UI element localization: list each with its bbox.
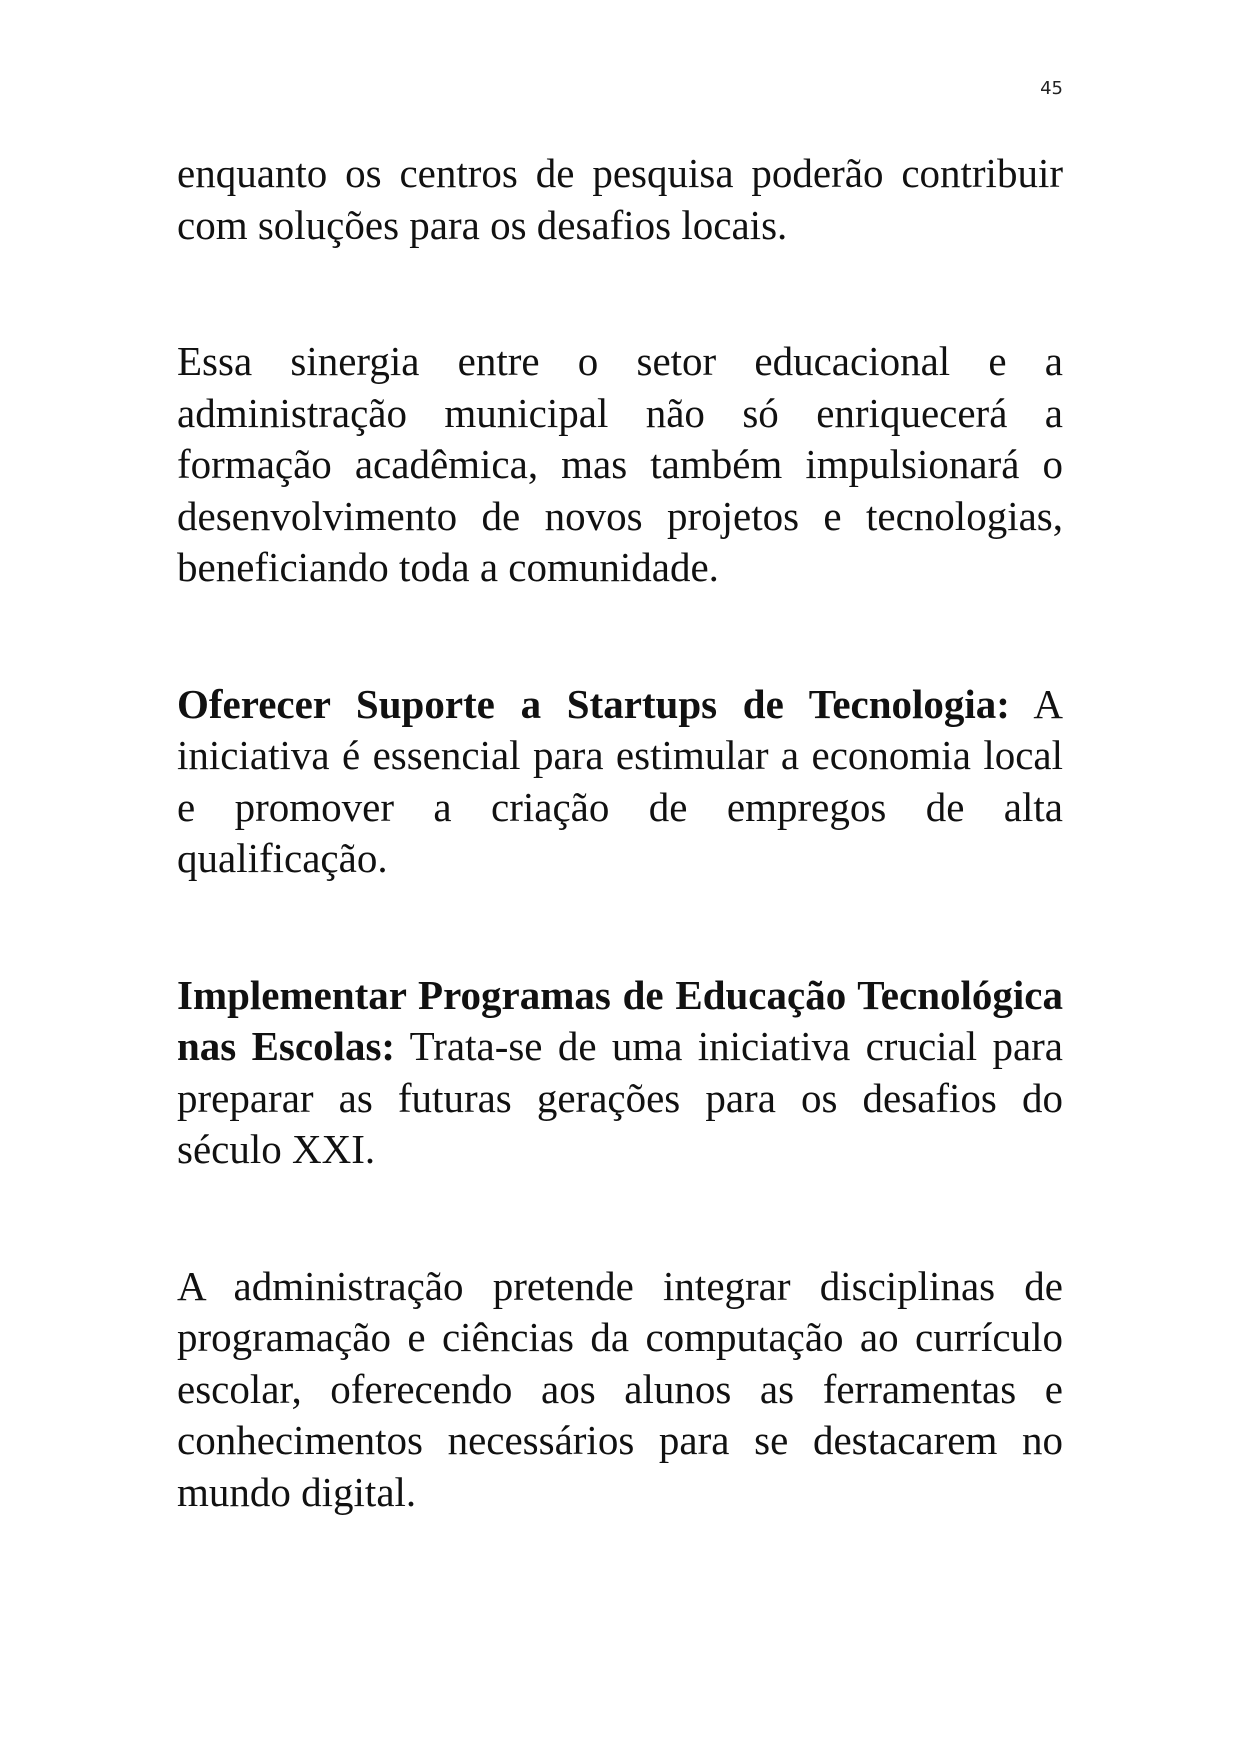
- page-body: [177, 148, 1063, 1518]
- paragraph-curriculum: [177, 1261, 1063, 1519]
- paragraph-synergy: [177, 336, 1063, 594]
- page-number: 45: [1040, 78, 1063, 99]
- paragraph-text: A administração pretende integrar disciplinas de programação e ciências da computação ao currículo escolar, oferecendo aos alunos as ferramentas e conhecimentos necessários para se destacarem no mundo digital.: [177, 1262, 1063, 1515]
- paragraph-text: A iniciativa é essencial para estimular a economia local e promover a criação de empregos de alta qualificação.: [177, 680, 1063, 881]
- paragraph-heading: Implementar Programas de Educação Tecnológica nas Escolas:: [177, 971, 1063, 1069]
- paragraph-research-centers: [177, 148, 1063, 251]
- paragraph-startups: [177, 679, 1063, 885]
- paragraph-heading: Oferecer Suporte a Startups de Tecnologia:: [177, 680, 1010, 727]
- paragraph-text: Essa sinergia entre o setor educacional e a administração municipal não só enriquecerá a formação acadêmica, mas também impulsionará o desenvolvimento de novos projetos e tecnologias, beneficiando toda a comunidade.: [177, 338, 1063, 590]
- paragraph-tech-education: [177, 970, 1063, 1176]
- paragraph-text: enquanto os centros de pesquisa poderão contribuir com soluções para os desafios locais.: [177, 150, 1063, 248]
- paragraph-text: Trata-se de uma iniciativa crucial para preparar as futuras gerações para os desafios do século XXI.: [177, 1023, 1063, 1172]
